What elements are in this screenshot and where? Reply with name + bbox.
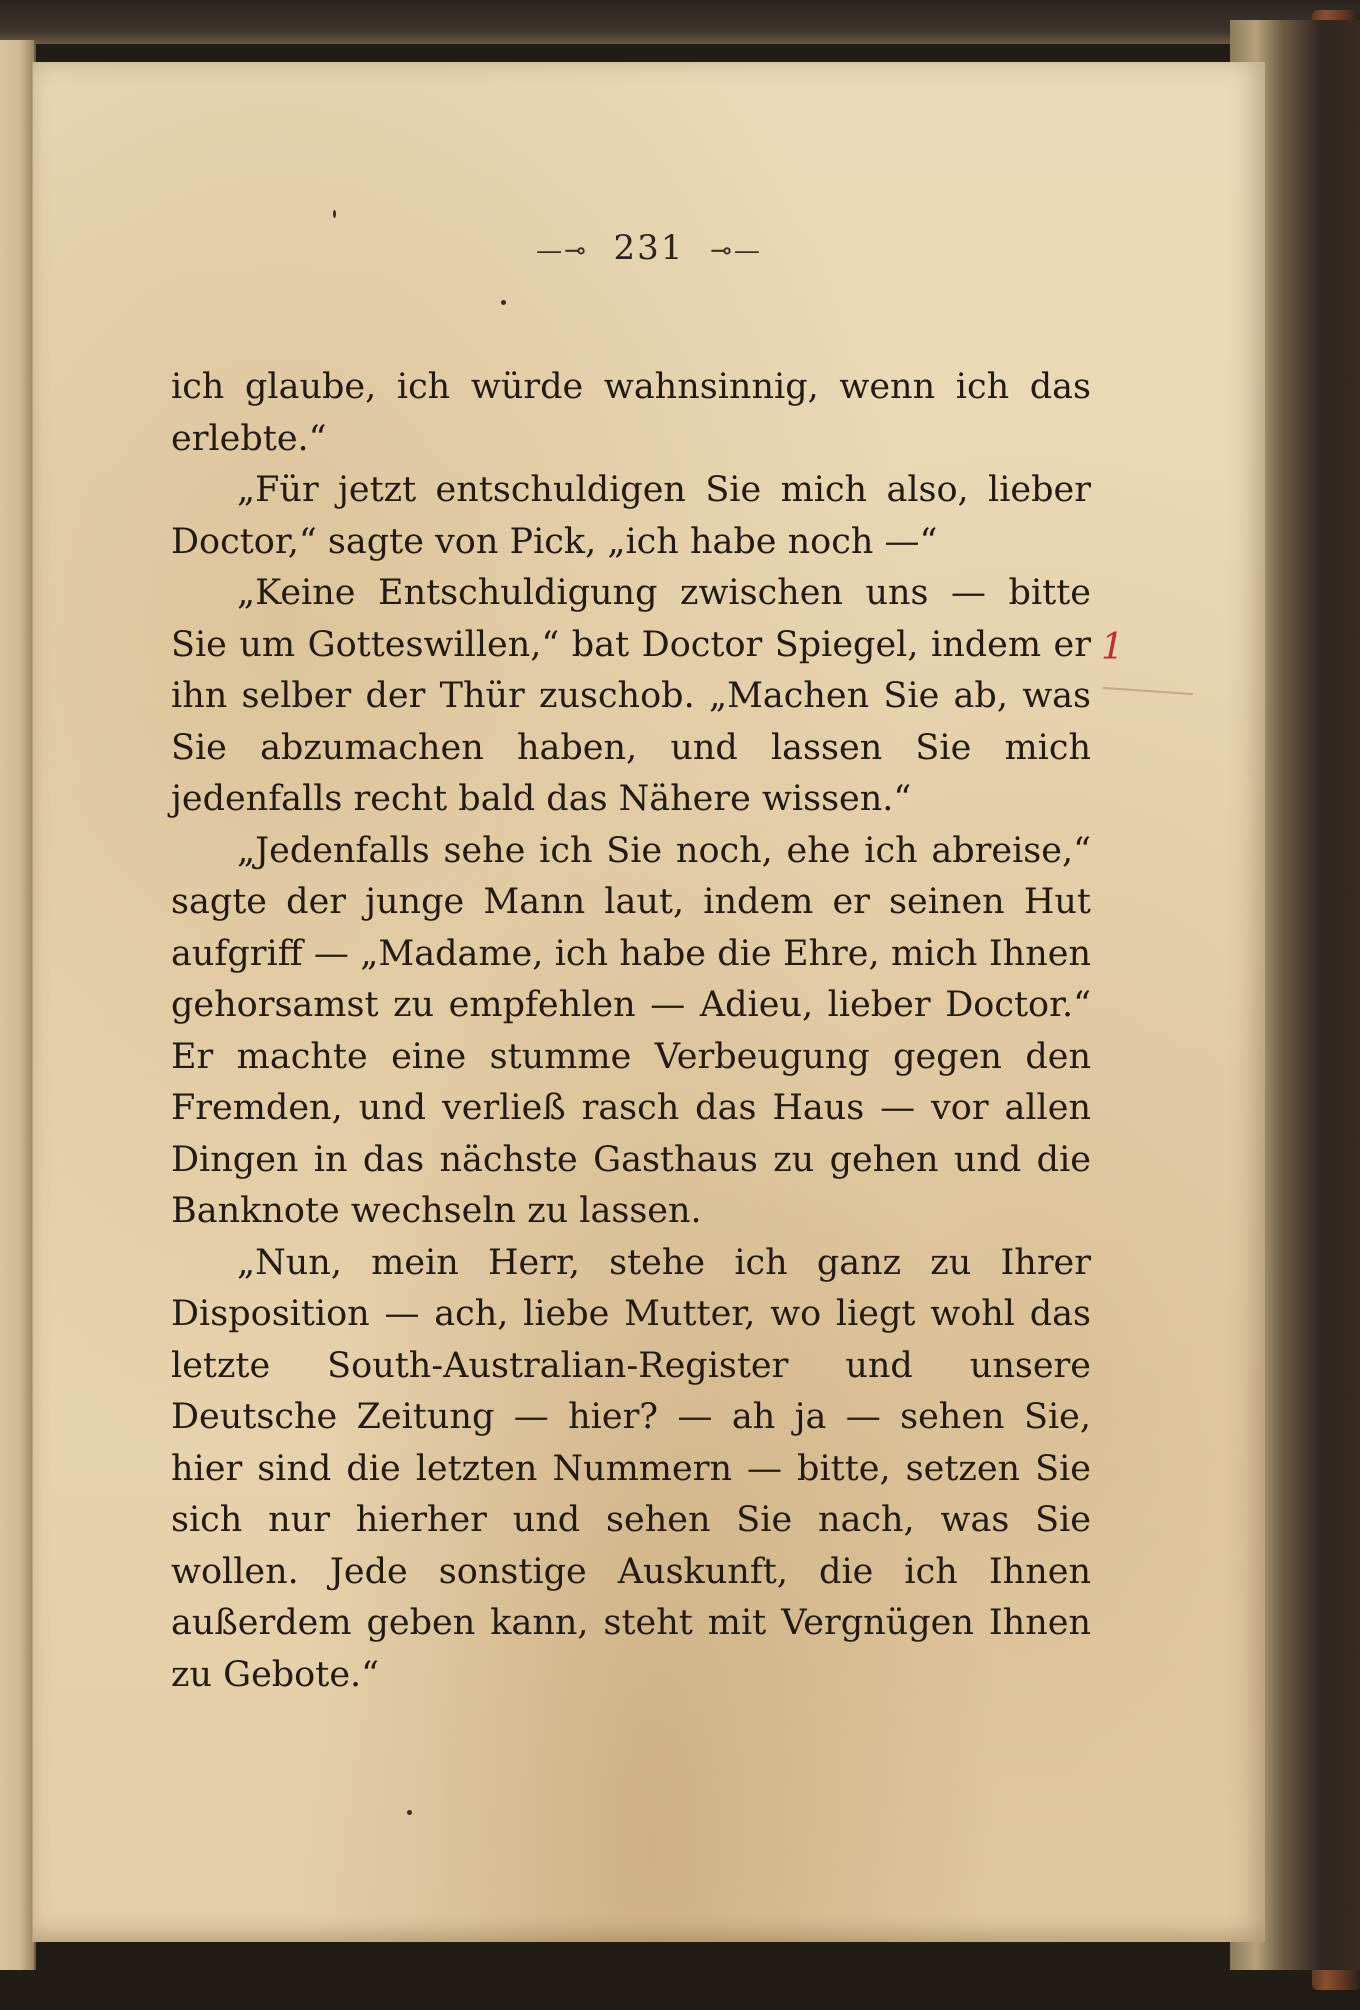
page-sheet (32, 62, 1265, 1942)
paragraph-4: „Jedenfalls sehe ich Sie noch, ehe ich abreise,“ sagte der junge Mann laut, indem er seinen Hut aufgriff — „Madame, ich habe die Ehre, mich Ihnen gehorsamst zu empfehlen — Adieu, lieber Doctor.“ Er machte eine stumme Verbeugung gegen den Fremden, und verließ rasch das Haus — vor allen Dingen in das nächste Gasthaus zu gehen und die Banknote wechseln zu lassen. (171, 830, 1091, 1231)
page-header (33, 228, 1265, 268)
paragraph-1: ich glaube, ich würde wahnsinnig, wenn ich das erlebte.“ (171, 367, 1091, 459)
paragraph-3: „Keine Entschuldigung zwischen uns — bitte Sie um Gotteswillen,“ bat Doctor Spiegel, indem er ihn selber der Thür zuschob. „Machen Sie ab, was Sie abzumachen haben, und lassen Sie mich jedenfalls recht bald das Nähere wissen.“ (171, 573, 1091, 819)
margin-pencil-line (1103, 687, 1193, 695)
ink-speck (501, 300, 506, 305)
paragraph-5: „Nun, mein Herr, stehe ich ganz zu Ihrer Disposition — ach, liebe Mutter, wo liegt wohl das letzte South-Australian-Register und unsere Deutsche Zeitung — hier? — ah ja — sehen Sie, hier sind die letzten Nummern — bitte, setzen Sie sich nur hierher und sehen Sie nach, was Sie wollen. Jede sonstige Auskunft, die ich Ihnen außerdem geben kann, steht mit Vergnügen Ihnen zu Gebote.“ (171, 1242, 1091, 1695)
margin-annotation: 1 (1101, 627, 1124, 668)
body-text (171, 362, 1091, 1701)
page-number: 231 (613, 228, 685, 268)
header-ornament-right: ⊸— (710, 236, 762, 266)
ink-speck (407, 1810, 412, 1815)
ink-speck (333, 210, 336, 218)
paragraph-2: „Für jetzt entschuldigen Sie mich also, lieber Doctor,“ sagte von Pick, „ich habe noch —“ (171, 470, 1091, 562)
header-ornament-left: —⊸ (536, 236, 588, 266)
previous-page-edge (0, 40, 36, 1970)
book-top-edge (0, 0, 1360, 44)
